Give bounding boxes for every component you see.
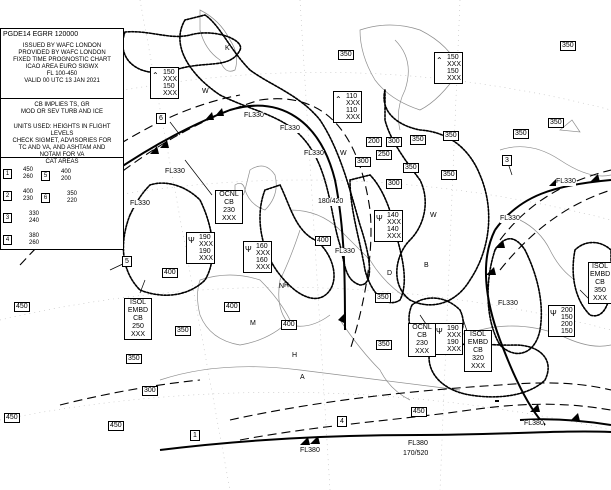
cat-area-number: 4 [3,235,12,245]
map-letter: K [225,45,230,52]
tropopause-height: 300 [144,387,156,394]
icing-turbulence-box: Ψ 190 XXX 190 XXX [188,234,214,262]
icing-turbulence-box: Ψ 140 XXX 140 XXX [376,212,402,240]
icing-turbulence-box: Ψ 160 XXX 160 XXX [245,243,271,271]
icing-turbulence-box: ⌃ 150 XXX 150 XXX [436,54,462,82]
jet-flight-level: FL330 [335,248,355,255]
cat-area-number: 1 [3,169,12,179]
jet-flight-level: FL330 [500,215,520,222]
jet-depth-label: 170/520 [403,450,429,457]
cb-label: ISOL EMBD CB 320 XXX [464,330,492,372]
cat-area-top: 330 [29,211,40,217]
tropopause-height: 450 [16,303,28,310]
tropopause-height [495,400,499,402]
tropopause-height: 300 [357,158,369,165]
units-line: UNITS USED: HEIGHTS IN FLIGHT LEVELS [13,124,111,137]
icing-icon: Ψ [245,245,252,254]
cat-area-marker: 3 [502,155,512,166]
icing-turbulence-box: ⌃ 150 XXX 150 XXX [152,69,178,97]
cat-areas-title: CAT AREAS [45,159,79,165]
cat-area-number: 6 [41,193,50,203]
cat-area-number: 3 [3,213,12,223]
tropopause-height: 300 [388,180,400,187]
jet-flight-level: FL330 [165,168,185,175]
notes-block [1,102,123,116]
cat-area-base: 260 [23,174,34,180]
tropopause-height: 350 [515,130,527,137]
map-letter: A [300,374,305,381]
icing-icon: Ψ [188,236,195,245]
map-letter: W [202,88,209,95]
cat-area-marker: 5 [122,256,132,267]
units-block [1,124,123,159]
tropopause-height: 400 [283,321,295,328]
tropopause-height: 350 [377,294,389,301]
cat-area-top: 380 [29,233,40,239]
tropopause-height: 350 [340,51,352,58]
issued-by-line: ISSUED BY WAFC LONDON [22,43,102,49]
jet-flight-level: FL330 [280,125,300,132]
map-letter: W [340,150,347,157]
map-letter: H [292,352,298,359]
tc-va-line: TC AND VA, AND ASHTAM AND [18,145,106,151]
cat-area-top: 450 [23,167,34,173]
tropopause-height: 400 [226,303,238,310]
cat-area-top: 350 [67,191,78,197]
icing-turbulence-box: Ψ 190 XXX 190 XXX [436,325,462,353]
chart-id-header: PGDE14 EGRR 120000 [3,31,79,38]
turbulence-icon: ⌃ [152,71,159,80]
cat-area-base: 230 [23,196,34,202]
turbulence-icon: ⌃ [335,95,342,104]
tropopause-height: 350 [443,171,455,178]
jet-depth-label: 180/420 [318,198,344,205]
tropopause-height: 450 [413,408,425,415]
area-line: ICAO AREA EURO SIGWX [25,64,99,70]
chart-type-line: FIXED TIME PROGNOSTIC CHART [13,57,111,63]
chart-legend [0,28,124,250]
jet-flight-level: FL330 [498,300,518,307]
provided-by-line: PROVIDED BY WAFC LONDON [18,50,106,56]
issuance-block [1,43,123,85]
cat-area-base: 200 [61,176,72,182]
turb-ice-note: MOD OR SEV TURB AND ICE [21,109,103,115]
cat-area-marker: 1 [190,430,200,441]
jet-flight-level: FL330 [244,112,264,119]
cat-area-base: 220 [67,198,78,204]
tropopause-height: 400 [164,269,176,276]
cat-area-entry [3,233,53,249]
map-letter: D [387,270,393,277]
cat-area-entry [41,169,91,185]
tropopause-height: 250 [378,151,390,158]
cat-area-marker: 6 [156,113,166,124]
cat-area-number: 5 [41,171,50,181]
tropopause-height: 350 [412,136,424,143]
map-letter: N [279,283,285,290]
map-letter: M [250,320,256,327]
tropopause-height: 350 [562,42,574,49]
cat-area-top: 400 [23,189,34,195]
jet-flight-level: FL330 [556,178,576,185]
divider [1,98,123,99]
cb-label: ISOL EMBD CB 350 XXX [590,263,611,302]
tropopause-height: 200 [368,138,380,145]
divider [1,157,123,158]
tropopause-height: 450 [110,422,122,429]
icing-turbulence-box: Ψ 200 150 200 150 [550,307,573,335]
check-sigmet-line: CHECK SIGMET, ADVISORIES FOR [12,138,112,144]
turbulence-icon: ⌃ [436,56,443,65]
cat-area-entry [41,191,91,207]
valid-time-line: VALID 00 UTC 13 JAN 2021 [24,78,100,84]
icing-turbulence-box: ⌃ 110 XXX 110 XXX [335,93,361,121]
jet-flight-level: FL380 [524,420,544,427]
cat-area-entry [3,211,53,227]
tropopause-height: 350 [550,119,562,126]
tropopause-height: 400 [317,237,329,244]
icing-icon: Ψ [550,309,557,318]
tropopause-height: 350 [378,341,390,348]
tropopause-height: 350 [128,355,140,362]
cat-area-base: 240 [29,218,40,224]
jet-flight-level: FL380 [408,440,428,447]
map-letter: W [430,212,437,219]
cat-area-number: 2 [3,191,12,201]
levels-line: FL 100-450 [46,71,78,77]
tropopause-height: 350 [177,327,189,334]
cat-area-top: 400 [61,169,72,175]
icing-icon: Ψ [436,327,443,336]
tropopause-height: 350 [405,164,417,171]
jet-flight-level: FL330 [130,200,150,207]
tropopause-height: 350 [445,132,457,139]
cb-label: ISOL EMBD CB 250 XXX [124,298,152,340]
map-letter: R [284,282,290,289]
cat-area-marker: 4 [337,416,347,427]
cb-label: OCNL CB 230 XXX [408,323,436,357]
cb-label: OCNL CB 230 XXX [215,190,243,224]
cat-area-base: 260 [29,240,40,246]
jet-flight-level: FL380 [300,447,320,454]
tropopause-height: 450 [6,414,18,421]
tropopause-height: 300 [388,138,400,145]
cb-note: CB IMPLIES TS, GR [34,102,90,108]
jet-flight-level: FL330 [304,150,324,157]
icing-icon: Ψ [376,214,383,223]
map-letter: B [424,262,429,269]
notam-line: NOTAM FOR VA [39,152,85,158]
